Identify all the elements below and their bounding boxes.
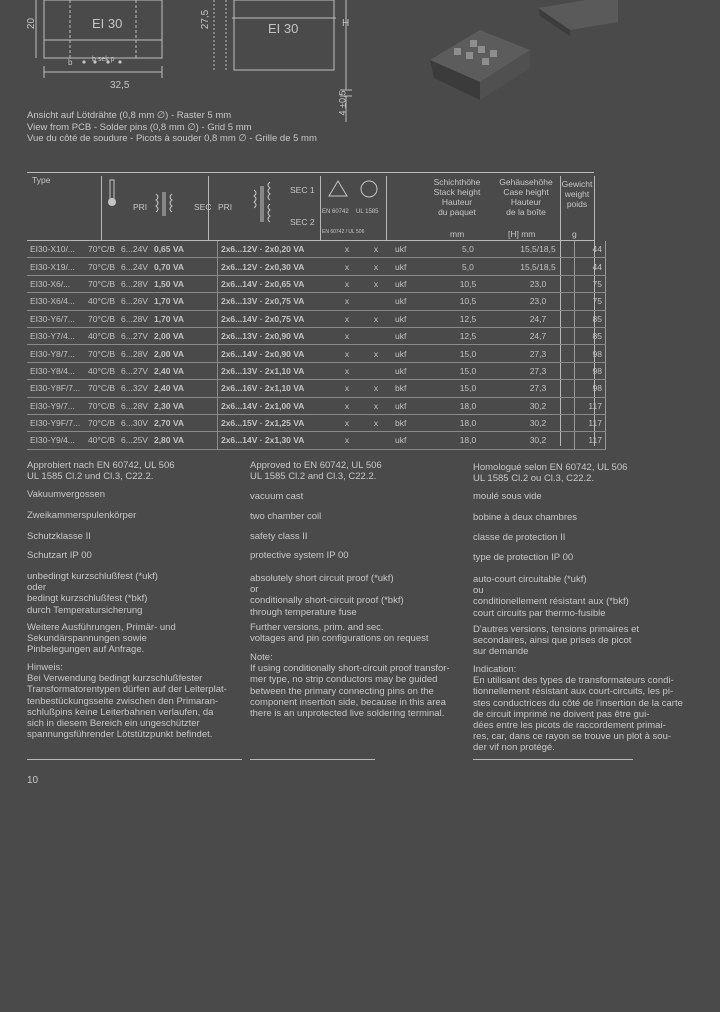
- cell-temp: 40°C/B: [85, 293, 118, 310]
- cell-x1: x: [334, 241, 360, 258]
- cell-hh: 24,7: [502, 310, 575, 327]
- drawing-label-left: EI 30: [92, 16, 123, 31]
- cell-hh: 15,5/18,5: [502, 241, 575, 258]
- cell-x2: [360, 327, 392, 344]
- cell-temp: 40°C/B: [85, 432, 118, 449]
- cell-x1: x: [334, 397, 360, 414]
- thermometer-icon: [104, 178, 120, 208]
- cell-h: 15,0: [434, 380, 502, 397]
- table-row: [27, 310, 605, 327]
- caption-en: View from PCB - Solder pins (0,8 mm ∅) - Grid 5 mm: [27, 121, 252, 133]
- header-weight-1: Gewicht: [561, 179, 593, 189]
- cell-temp: 70°C/B: [85, 397, 118, 414]
- cell-type: EI30-X19/...: [27, 258, 85, 275]
- cell-pri: 6...28V: [118, 275, 151, 292]
- cell-type: EI30-Y9F/7...: [27, 414, 85, 431]
- footer-rule-right: [473, 759, 633, 760]
- table-row: [27, 258, 605, 275]
- cell-sec: 2x6...14V · 2x1,00 VA: [217, 397, 334, 414]
- dim-20: 20: [26, 17, 38, 30]
- en-class: safety class II: [250, 531, 308, 542]
- de-class: Schutzklasse II: [27, 531, 91, 542]
- fr-ip: type de protection IP 00: [473, 552, 574, 563]
- header-stack-1: Schichthöhe: [433, 177, 481, 187]
- de-short-circuit: unbedingt kurzschlußfest (*ukf) oder bedingt kurzschlußfest (*bkf) durch Temperatursicherung: [27, 571, 158, 616]
- table-row: [27, 345, 605, 362]
- fr-cast: moulé sous vide: [473, 491, 542, 502]
- cell-sec: 2x6...14V · 2x1,30 VA: [217, 432, 334, 449]
- header-sec1: SEC 1: [290, 185, 315, 195]
- cell-pri: 6...28V: [118, 397, 151, 414]
- cell-temp: 70°C/B: [85, 241, 118, 258]
- cell-x2: x: [360, 414, 392, 431]
- cell-x2: x: [360, 258, 392, 275]
- transformer-dual-icon: [236, 176, 296, 232]
- cell-temp: 70°C/B: [85, 275, 118, 292]
- cell-ukf: ukf: [392, 362, 434, 379]
- fr-approval: Homologué selon EN 60742, UL 506 UL 1585 Cl.2 ou Cl.3, C22.2.: [473, 462, 628, 485]
- header-pri: PRI: [133, 202, 148, 212]
- cell-ukf: ukf: [392, 258, 434, 275]
- header-divider-3: [320, 176, 321, 240]
- cell-x2: [360, 432, 392, 449]
- cell-ukf: bkf: [392, 414, 434, 431]
- en-approval: Approved to EN 60742, UL 506 UL 1585 Cl.2 and Cl.3, C22.2.: [250, 460, 382, 483]
- cell-w: 44: [574, 241, 605, 258]
- table-row: [27, 275, 605, 292]
- header-case-1: Gehäusehöhe: [499, 177, 553, 187]
- cell-type: EI30-Y9/4...: [27, 432, 85, 449]
- page-number: 10: [27, 775, 39, 786]
- cell-ukf: ukf: [392, 293, 434, 310]
- cell-x2: x: [360, 397, 392, 414]
- cell-type: EI30-Y8F/7...: [27, 380, 85, 397]
- cell-ukf: ukf: [392, 275, 434, 292]
- cell-h: 12,5: [434, 310, 502, 327]
- cell-type: EI30-Y8/7...: [27, 345, 85, 362]
- de-approval: Approbiert nach EN 60742, UL 506 UL 1585 Cl.2 und Cl.3, C22.2.: [27, 460, 175, 483]
- de-note: Hinweis: Bei Verwendung bedingt kurzschlußfester Transformatorentypen dürfen auf der Leiterplat- tenbestückungsseite zwischen den Primaran- schlußpins keine Leiterbahnen verlaufen, da sich in diesem Bereich ein ungeschützter spannungsführender Lötstützpunkt befindet.: [27, 662, 227, 741]
- cell-w: 75: [574, 293, 605, 310]
- cell-pri-va: 2,70 VA: [151, 414, 218, 431]
- fr-versions: D'autres versions, tensions primaires et secondaires, ainsi que prises de picot sur demande: [473, 624, 640, 658]
- header-unit-g: g: [572, 229, 577, 239]
- cell-pri-va: 1,70 VA: [151, 293, 218, 310]
- dim-32-5: 32,5: [110, 80, 130, 91]
- cell-x2: [360, 293, 392, 310]
- cell-x1: x: [334, 345, 360, 362]
- cell-x2: x: [360, 241, 392, 258]
- cell-hh: 30,2: [502, 414, 575, 431]
- cell-pri: 6...32V: [118, 380, 151, 397]
- table-row: [27, 327, 605, 344]
- cell-temp: 40°C/B: [85, 327, 118, 344]
- de-versions: Weitere Ausführungen, Primär- und Sekundärspannungen sowie Pinbelegungen auf Anfrage.: [27, 622, 176, 656]
- header-sec: SEC: [194, 202, 212, 212]
- en-versions: Further versions, prim. and sec. voltages and pin configurations on request: [250, 622, 429, 645]
- caption-fr: Vue du côté de soudure - Picots à souder 0,8 mm ∅ - Grille de 5 mm: [27, 133, 317, 144]
- header-weight-2: weight: [564, 189, 590, 199]
- cell-type: EI30-X6/...: [27, 275, 85, 292]
- cell-hh: 27,3: [502, 380, 575, 397]
- cell-sec: 2x6...14V · 2x0,75 VA: [217, 310, 334, 327]
- cell-w: 117: [574, 414, 605, 431]
- cell-w: 98: [574, 362, 605, 379]
- table-row: [27, 362, 605, 379]
- header-unit-h: [H] mm: [508, 229, 536, 239]
- cell-pri: 6...25V: [118, 432, 151, 449]
- cell-ukf: ukf: [392, 310, 434, 327]
- header-sec2: SEC 2: [290, 217, 315, 227]
- cell-sec: 2x6...12V · 2x0,30 VA: [217, 258, 334, 275]
- cell-hh: 27,3: [502, 362, 575, 379]
- cell-x1: x: [334, 258, 360, 275]
- header-approval-left: EN 60742: [322, 209, 349, 215]
- cell-w: 117: [574, 397, 605, 414]
- dim-h: H: [342, 18, 350, 29]
- cell-x2: x: [360, 380, 392, 397]
- cell-hh: 15,5/18,5: [502, 258, 575, 275]
- cell-x1: x: [334, 293, 360, 310]
- cell-ukf: ukf: [392, 345, 434, 362]
- cell-h: 18,0: [434, 397, 502, 414]
- cell-x1: x: [334, 414, 360, 431]
- header-divider-1: [101, 176, 102, 240]
- cell-h: 5,0: [434, 258, 502, 275]
- table-row: [27, 293, 605, 310]
- cell-x2: x: [360, 345, 392, 362]
- spec-table: [27, 241, 606, 450]
- cell-x2: x: [360, 275, 392, 292]
- cell-ukf: bkf: [392, 380, 434, 397]
- header-type: Type: [32, 175, 51, 185]
- cell-hh: 23,0: [502, 275, 575, 292]
- cell-pri-va: 1,50 VA: [151, 275, 218, 292]
- cell-type: EI30-Y9/7...: [27, 397, 85, 414]
- en-ip: protective system IP 00: [250, 550, 349, 561]
- table-row: [27, 380, 605, 397]
- cell-type: EI30-X6/4...: [27, 293, 85, 310]
- cell-pri-va: 2,80 VA: [151, 432, 218, 449]
- cell-w: 44: [574, 258, 605, 275]
- header-case-2: Case height: [503, 187, 549, 197]
- cell-hh: 23,0: [502, 293, 575, 310]
- de-cast: Vakuumvergossen: [27, 489, 105, 500]
- cell-pri: 6...28V: [118, 345, 151, 362]
- drawing-label-right: EI 30: [268, 21, 299, 36]
- cell-pri-va: 2,40 VA: [151, 380, 218, 397]
- en-cast: vacuum cast: [250, 491, 304, 502]
- axis-b-label: b: [68, 58, 73, 67]
- header-stack-4: du paquet: [438, 207, 476, 217]
- header-approval-small: EN 60742 / UL 506: [322, 229, 365, 235]
- cell-x1: x: [334, 275, 360, 292]
- header-pri-2: PRI: [218, 202, 233, 212]
- cell-temp: 70°C/B: [85, 380, 118, 397]
- de-ip: Schutzart IP 00: [27, 550, 92, 561]
- cell-x1: x: [334, 362, 360, 379]
- en-short-circuit: absolutely short circuit proof (*ukf) or conditionally short-circuit proof (*bkf) through temperature fuse: [250, 573, 404, 618]
- cell-pri: 6...28V: [118, 310, 151, 327]
- cell-sec: 2x6...12V · 2x0,20 VA: [217, 241, 334, 258]
- de-bobbin: Zweikammerspulenkörper: [27, 510, 137, 521]
- cell-x1: x: [334, 310, 360, 327]
- header-case-4: de la boîte: [506, 207, 546, 217]
- cell-sec: 2x6...16V · 2x1,10 VA: [217, 380, 334, 397]
- cell-sec: 2x6...14V · 2x0,65 VA: [217, 275, 334, 292]
- cell-x1: x: [334, 380, 360, 397]
- cell-pri: 6...24V: [118, 241, 151, 258]
- cell-pri-va: 0,70 VA: [151, 258, 218, 275]
- cell-temp: 70°C/B: [85, 345, 118, 362]
- cell-x2: x: [360, 310, 392, 327]
- cell-w: 75: [574, 275, 605, 292]
- cell-hh: 24,7: [502, 327, 575, 344]
- cell-pri: 6...30V: [118, 414, 151, 431]
- cell-pri: 6...24V: [118, 258, 151, 275]
- cell-sec: 2x6...14V · 2x0,90 VA: [217, 345, 334, 362]
- fr-class: classe de protection II: [473, 532, 566, 543]
- cell-pri-va: 2,30 VA: [151, 397, 218, 414]
- cell-w: 117: [574, 432, 605, 449]
- cell-type: EI30-Y7/4...: [27, 327, 85, 344]
- cell-sec: 2x6...13V · 2x0,75 VA: [217, 293, 334, 310]
- table-top-rule: [27, 172, 594, 173]
- en-note: Note: If using conditionally short-circuit proof transfor- mer type, no strip conductors may be guided between the primary connecting pins on the component insertion side, because in this area there is an unprotected live soldering terminal.: [250, 652, 450, 720]
- cell-sec: 2x6...15V · 2x1,25 VA: [217, 414, 334, 431]
- cell-sec: 2x6...13V · 2x0,90 VA: [217, 327, 334, 344]
- cell-pri: 6...27V: [118, 362, 151, 379]
- cell-w: 98: [574, 380, 605, 397]
- pins-label: b sek p: [92, 56, 115, 63]
- footer-rule-mid: [250, 759, 375, 760]
- cell-hh: 27,3: [502, 345, 575, 362]
- fr-short-circuit: auto-court circuitable (*ukf) ou conditionellement résistant aux (*bkf) court circuits par thermo-fusible: [473, 574, 629, 619]
- cell-h: 5,0: [434, 241, 502, 258]
- fr-bobbin: bobine à deux chambres: [473, 512, 578, 523]
- footer-rule-left: [27, 759, 242, 760]
- cell-pri-va: 2,00 VA: [151, 345, 218, 362]
- cell-hh: 30,2: [502, 432, 575, 449]
- cell-hh: 30,2: [502, 397, 575, 414]
- cell-temp: 70°C/B: [85, 310, 118, 327]
- table-row: [27, 432, 605, 449]
- dim-27-5: 27,5: [200, 9, 212, 30]
- cell-w: 85: [574, 327, 605, 344]
- cell-ukf: ukf: [392, 397, 434, 414]
- cell-sec: 2x6...13V · 2x1,10 VA: [217, 362, 334, 379]
- cell-temp: 70°C/B: [85, 258, 118, 275]
- header-divider-4: [386, 176, 387, 240]
- cell-type: EI30-Y8/4...: [27, 362, 85, 379]
- cell-h: 10,5: [434, 275, 502, 292]
- cell-ukf: ukf: [392, 241, 434, 258]
- table-row: [27, 241, 605, 258]
- cell-temp: 70°C/B: [85, 414, 118, 431]
- cell-pri: 6...27V: [118, 327, 151, 344]
- cell-type: EI30-Y6/7...: [27, 310, 85, 327]
- cell-pri-va: 2,40 VA: [151, 362, 218, 379]
- header-stack-2: Stack height: [433, 187, 481, 197]
- cell-h: 15,0: [434, 345, 502, 362]
- cell-w: 98: [574, 345, 605, 362]
- ul-mark-icon: [358, 180, 380, 198]
- cell-x1: x: [334, 327, 360, 344]
- cell-x1: x: [334, 432, 360, 449]
- table-row: [27, 414, 605, 431]
- cell-temp: 40°C/B: [85, 362, 118, 379]
- header-weight-3: poids: [566, 199, 588, 209]
- cell-pri: 6...26V: [118, 293, 151, 310]
- en-bobbin: two chamber coil: [250, 511, 322, 522]
- header-case-3: Hauteur: [510, 197, 542, 207]
- cell-pri-va: 2,00 VA: [151, 327, 218, 344]
- table-row: [27, 397, 605, 414]
- cell-h: 15,0: [434, 362, 502, 379]
- cell-ukf: ukf: [392, 327, 434, 344]
- cell-pri-va: 0,65 VA: [151, 241, 218, 258]
- header-unit-mm: mm: [450, 229, 465, 239]
- header-stack-3: Hauteur: [441, 197, 473, 207]
- dim-4: 4 ±0,5: [337, 90, 348, 116]
- cell-h: 12,5: [434, 327, 502, 344]
- cell-type: EI30-X10/...: [27, 241, 85, 258]
- cell-h: 18,0: [434, 432, 502, 449]
- caption-de: Ansicht auf Lötdrähte (0,8 mm ∅) - Raster 5 mm: [27, 110, 232, 121]
- product-photo: [420, 0, 620, 110]
- approval-mark-icon: [328, 180, 348, 198]
- cell-x2: [360, 362, 392, 379]
- cell-h: 18,0: [434, 414, 502, 431]
- fr-note: Indication: En utilisant des types de transformateurs condi- tionnellement résistant aux court-circuits, les pi- stes conductrices du côté de l'insertion de la carte de circuit imprimé ne doivent pas être gui- dées entre les picots de raccordement primai- res, car, dans ce rayon se trouve un plot à sou- der vif non protégé.: [473, 664, 683, 754]
- header-approval-right: UL 1585: [356, 209, 379, 215]
- cell-pri-va: 1,70 VA: [151, 310, 218, 327]
- cell-w: 85: [574, 310, 605, 327]
- cell-ukf: ukf: [392, 432, 434, 449]
- cell-h: 10,5: [434, 293, 502, 310]
